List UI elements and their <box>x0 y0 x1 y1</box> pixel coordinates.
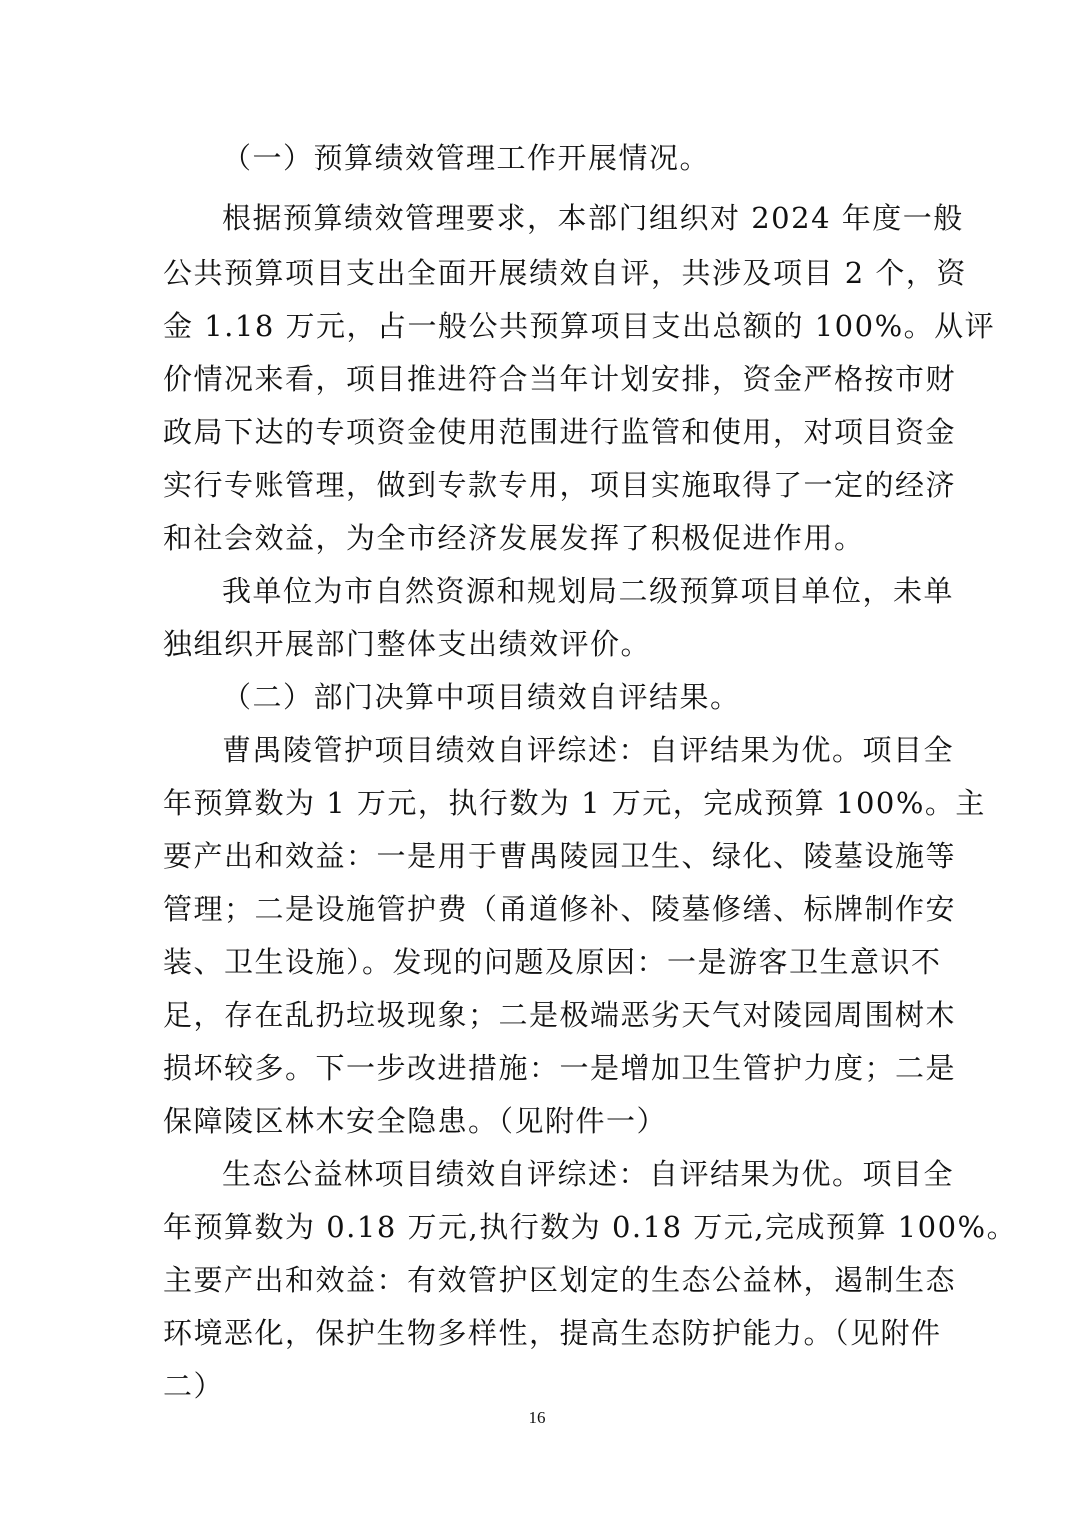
paragraph-line: 保障陵区林木安全隐患。（见附件一） <box>163 1104 668 1138</box>
paragraph-line: 年预算数为 1 万元，执行数为 1 万元，完成预算 100%。主 <box>163 786 986 820</box>
paragraph-line: 根据预算绩效管理要求，本部门组织对 2024 年度一般 <box>222 201 964 235</box>
paragraph-line: 我单位为市自然资源和规划局二级预算项目单位，未单 <box>222 574 955 608</box>
section-heading-2: （二）部门决算中项目绩效自评结果。 <box>222 680 741 714</box>
paragraph-line: 实行专账管理，做到专款专用，项目实施取得了一定的经济 <box>163 468 957 502</box>
paragraph-line: 要产出和效益：一是用于曹禺陵园卫生、绿化、陵墓设施等 <box>163 839 957 873</box>
paragraph-line: 足，存在乱扔垃圾现象；二是极端恶劣天气对陵园周围树木 <box>163 998 957 1032</box>
paragraph-line: 政局下达的专项资金使用范围进行监管和使用，对项目资金 <box>163 415 957 449</box>
paragraph-line: 装、卫生设施）。发现的问题及原因：一是游客卫生意识不 <box>163 945 942 979</box>
paragraph-line: 价情况来看，项目推进符合当年计划安排，资金严格按市财 <box>163 362 957 396</box>
paragraph-line: 管理；二是设施管护费（甬道修补、陵墓修缮、标牌制作安 <box>163 892 957 926</box>
paragraph-line: 年预算数为 0.18 万元,执行数为 0.18 万元,完成预算 100%。 <box>163 1210 1018 1244</box>
paragraph-line: 二） <box>163 1369 225 1403</box>
page-number: 16 <box>528 1408 546 1427</box>
paragraph-line: 环境恶化，保护生物多样性，提高生态防护能力。（见附件 <box>163 1316 942 1350</box>
paragraph-line: 和社会效益，为全市经济发展发挥了积极促进作用。 <box>163 521 865 555</box>
paragraph-line: 独组织开展部门整体支出绩效评价。 <box>163 627 652 661</box>
paragraph-line: 曹禺陵管护项目绩效自评综述：自评结果为优。项目全 <box>222 733 955 767</box>
paragraph-line: 生态公益林项目绩效自评综述：自评结果为优。项目全 <box>222 1157 955 1191</box>
paragraph-line: 金 1.18 万元，占一般公共预算项目支出总额的 100%。从评 <box>163 309 996 343</box>
paragraph-line: 损坏较多。下一步改进措施：一是增加卫生管护力度；二是 <box>163 1051 957 1085</box>
paragraph-line: 公共预算项目支出全面开展绩效自评，共涉及项目 2 个，资 <box>163 256 967 290</box>
section-heading-1: （一）预算绩效管理工作开展情况。 <box>222 141 711 175</box>
paragraph-line: 主要产出和效益：有效管护区划定的生态公益林，遏制生态 <box>163 1263 957 1297</box>
